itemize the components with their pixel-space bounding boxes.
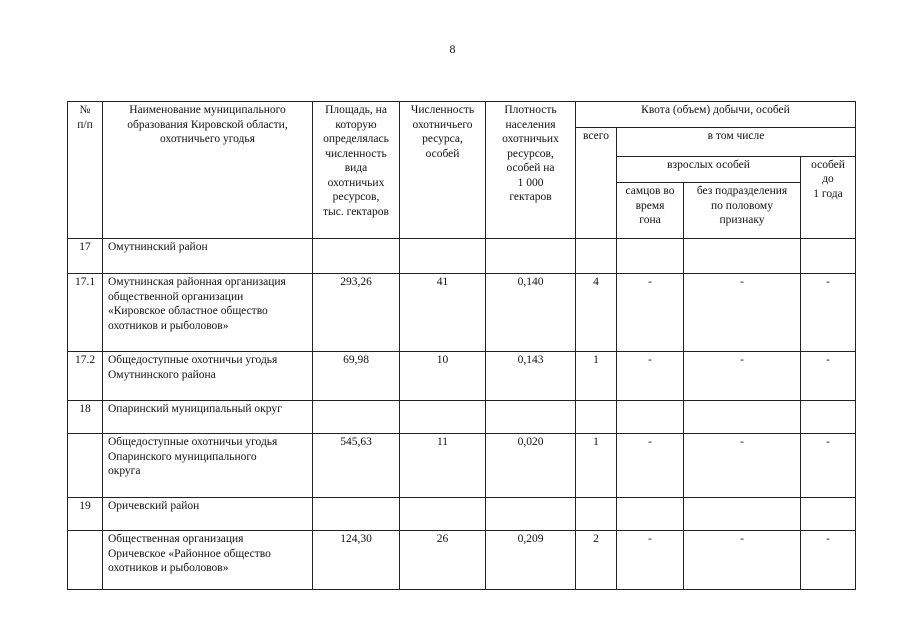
header-cell-total: всего [576,128,617,239]
cell-count [400,239,486,274]
header-cell-area: Площадь, на которую определялась численность вида охотничьих ресурсов, тыс. гектаров [313,102,400,239]
cell-total: 4 [576,274,617,352]
table-row [68,531,856,590]
cell-area: 69,98 [313,352,400,401]
cell-total: 1 [576,352,617,401]
cell-under1 [801,401,856,434]
header-cell-density: Плотность населения охотничьих ресурсов, особей на 1 000 гектаров [486,102,576,239]
header-cell-count: Численность охотничьего ресурса, особей [400,102,486,239]
cell-name: Общественная организация Оричевское «Районное общество охотников и рыболовов» [103,531,313,590]
cell-density [486,239,576,274]
cell-count [400,401,486,434]
cell-nosex [684,239,801,274]
cell-no: 19 [68,498,103,531]
cell-nosex: - [684,352,801,401]
cell-under1: - [801,274,856,352]
cell-density [486,401,576,434]
cell-area: 545,63 [313,434,400,498]
cell-name: Омутнинская районная организация общественной организации «Кировское областное общество охотников и рыболовов» [103,274,313,352]
cell-no: 18 [68,401,103,434]
cell-males [617,239,684,274]
cell-under1: - [801,434,856,498]
cell-no: 17.1 [68,274,103,352]
cell-under1: - [801,352,856,401]
cell-males: - [617,531,684,590]
header-cell-quota: Квота (объем) добычи, особей [576,102,856,128]
cell-no: 17.2 [68,352,103,401]
cell-nosex [684,401,801,434]
cell-under1 [801,498,856,531]
cell-under1 [801,239,856,274]
cell-area [313,401,400,434]
cell-nosex: - [684,274,801,352]
cell-area [313,498,400,531]
table-row [68,401,856,434]
cell-count: 10 [400,352,486,401]
table-row [68,352,856,401]
cell-count: 11 [400,434,486,498]
cell-under1: - [801,531,856,590]
cell-nosex: - [684,434,801,498]
cell-count [400,498,486,531]
table-row [68,239,856,274]
cell-total: 1 [576,434,617,498]
cell-total [576,239,617,274]
cell-name: Опаринский муниципальный округ [103,401,313,434]
cell-density [486,498,576,531]
cell-no [68,531,103,590]
cell-males [617,498,684,531]
header-cell-adults: взрослых особей [617,156,801,183]
header-cell-males: самцов во время гона [617,183,684,239]
cell-nosex: - [684,531,801,590]
header-cell-including: в том числе [617,128,856,157]
header-cell-no: № п/п [68,102,103,239]
header-cell-nosex: без подразделения по половому признаку [684,183,801,239]
cell-density: 0,020 [486,434,576,498]
table-row [68,274,856,352]
cell-count: 26 [400,531,486,590]
cell-no: 17 [68,239,103,274]
cell-nosex [684,498,801,531]
cell-name: Оричевский район [103,498,313,531]
header-row-1 [68,102,856,128]
table-row [68,434,856,498]
cell-total [576,401,617,434]
cell-name: Общедоступные охотничьи угодья Опаринского муниципального округа [103,434,313,498]
cell-density: 0,140 [486,274,576,352]
cell-males [617,401,684,434]
cell-count: 41 [400,274,486,352]
header-cell-name: Наименование муниципального образования Кировской области, охотничьего угодья [103,102,313,239]
cell-no [68,434,103,498]
page-number: 8 [449,42,456,56]
cell-males: - [617,434,684,498]
header-cell-under1: особей до 1 года [801,156,856,239]
cell-area [313,239,400,274]
cell-total: 2 [576,531,617,590]
quota-table [67,101,856,590]
cell-area: 124,30 [313,531,400,590]
cell-males: - [617,274,684,352]
cell-males: - [617,352,684,401]
table-row [68,498,856,531]
cell-name: Общедоступные охотничьи угодья Омутнинского района [103,352,313,401]
cell-total [576,498,617,531]
cell-density: 0,143 [486,352,576,401]
cell-area: 293,26 [313,274,400,352]
cell-name: Омутнинский район [103,239,313,274]
cell-density: 0,209 [486,531,576,590]
